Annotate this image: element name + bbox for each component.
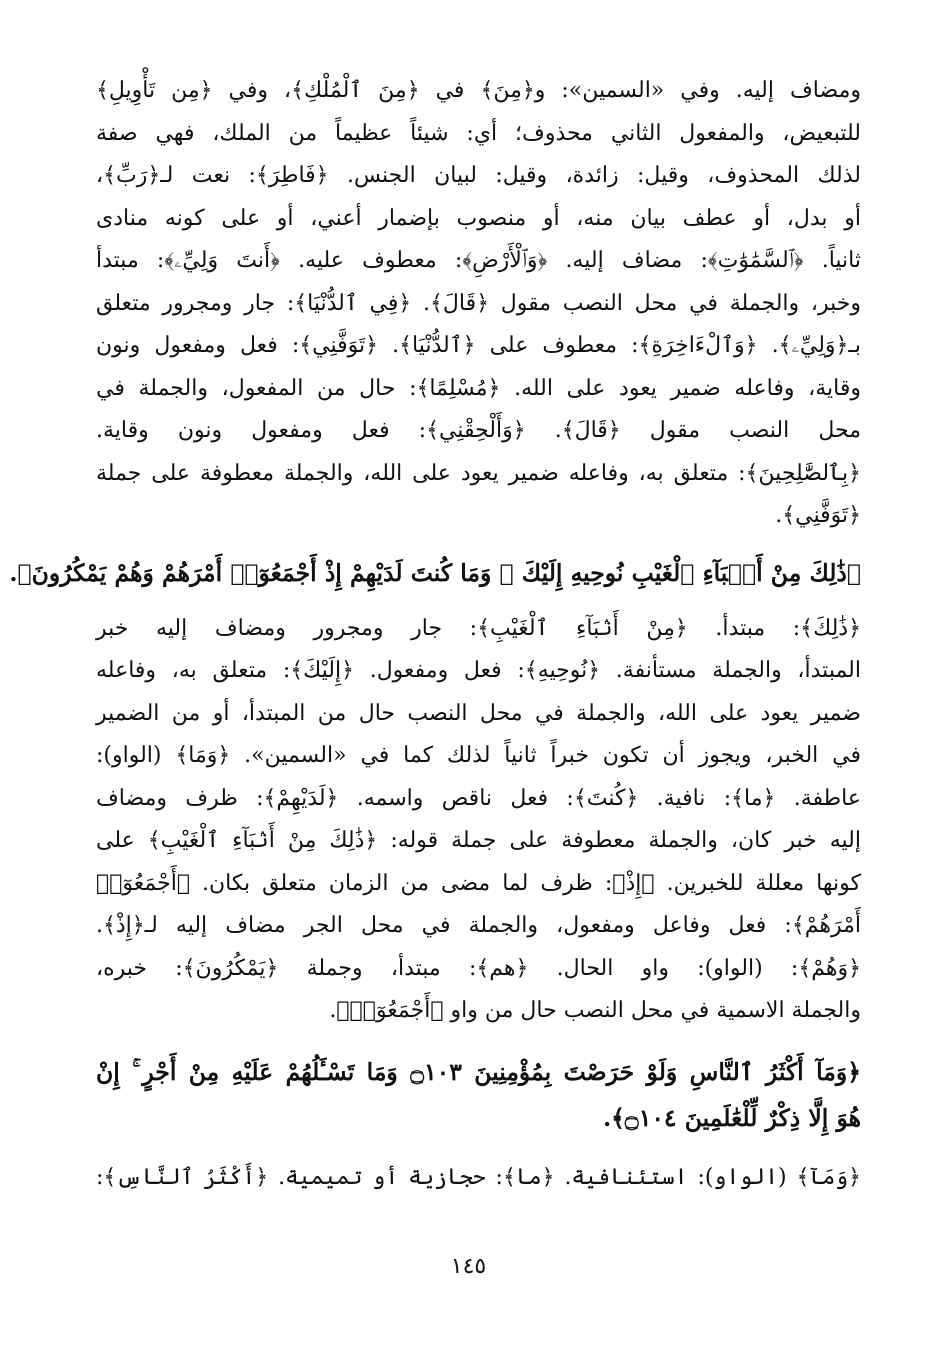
text-line: وخبر، والجملة في محل النصب مقول ﴿قَالَ﴾. ﴿فِي ٱلدُّنْيَا﴾: جار ومجرور متعلق xyxy=(96,290,861,316)
text-line: ﴿ذَٰلِكَ﴾: مبتدأ. ﴿مِنْ أَنۢبَآءِ ٱلْغَيْبِ﴾: جار ومجرور ومضاف إليه خبر xyxy=(96,615,861,641)
spacer xyxy=(96,1033,861,1049)
text-line: ومضاف إليه. وفي «السمين»: و﴿مِنَ﴾ في ﴿مِنَ ٱلْمُلْكِ﴾، وفي ﴿مِن تَأْوِيلِ﴾ xyxy=(96,78,861,103)
verse-line: ﴿وَمَآ أَكْثَرُ ٱلنَّاسِ وَلَوْ حَرَصْتَ بِمُؤْمِنِينَ ۝١٠٣ وَمَا تَسْـَٔلُهُمْ عَلَيْهِ مِنْ أَجْرٍ ۚ إِنْ xyxy=(96,1057,861,1086)
page-number: ١٤٥ xyxy=(450,1254,487,1279)
text-line: إليه خبر كان، والجملة معطوفة على جملة قوله: ﴿ذَٰلِكَ مِنْ أَنۢبَآءِ ٱلْغَيْبِ﴾ على xyxy=(96,828,861,853)
verse-line: ﴿ذَٰلِكَ مِنْ أَنۢبَآءِ ٱلْغَيْبِ نُوحِيهِ إِلَيْكَ ۖ وَمَا كُنتَ لَدَيْهِمْ إِذْ أَجْمَعُوٓا۟ أَمْرَهُمْ وَهُمْ يَمْكُرُونَ﴾. xyxy=(9,558,861,587)
text-line: وقاية، وفاعله ضمير يعود على الله. ﴿مُسْلِمًا﴾: حال من المفعول، والجملة في xyxy=(96,375,861,401)
text-line: ثانياً. ﴿ٱلسَّمَٰوَٰتِ﴾: مضاف إليه. ﴿وَٱلْأَرْضِ﴾: معطوف عليه. ﴿أَنتَ وَلِيِّۦ﴾: مبتدأ xyxy=(96,248,861,273)
commentary-paragraph-3 xyxy=(96,1157,861,1200)
text-line: ﴿وَمَآ﴾ (الواو): استئنافية. ﴿ما﴾: حجازية أو تميمية. ﴿أَكْثَرُ ٱلنَّاسِ﴾: xyxy=(96,1164,861,1190)
commentary-paragraph-1 xyxy=(96,70,861,538)
text-line: أو بدل، أو عطف بيان منه، أو منصوب بإضمار أعني، أو على كونه منادى xyxy=(96,205,861,231)
text-line: أَمْرَهُمْ﴾: فعل وفاعل ومفعول، والجملة في محل الجر مضاف إليه لـ﴿إِذْ﴾. xyxy=(96,913,861,938)
text-line: المبتدأ، والجملة مستأنفة. ﴿نُوحِيهِ﴾: فعل ومفعول. ﴿إِلَيْكَ﴾: متعلق به، وفاعله xyxy=(96,658,861,683)
quran-verses-103-104 xyxy=(96,1049,861,1141)
text-line: كونها معللة للخبرين. ﴿إِذْ﴾: ظرف لما مضى من الزمان متعلق بكان. ﴿أَجْمَعُوٓا۟ xyxy=(96,870,861,896)
text-line: ضمير يعود على الله، والجملة في محل النصب حال من المبتدأ، أو من الضمير xyxy=(96,700,861,726)
spacer xyxy=(96,1141,861,1157)
text-line: ﴿تَوَفَّنِي﴾. xyxy=(775,503,861,528)
quran-verse-102 xyxy=(9,550,861,596)
text-line: في الخبر، ويجوز أن تكون خبراً ثانياً لذلك كما في «السمين». ﴿وَمَا﴾ (الواو): xyxy=(96,743,861,768)
spacer xyxy=(96,596,861,608)
page-body xyxy=(9,70,861,1199)
spacer xyxy=(96,538,861,550)
verse-line: هُوَ إِلَّا ذِكْرٌ لِّلْعَٰلَمِينَ ۝١٠٤﴾. xyxy=(602,1103,861,1132)
text-line: محل النصب مقول ﴿قَالَ﴾. ﴿وَأَلْحِقْنِي﴾: فعل ومفعول ونون وقاية. xyxy=(96,418,861,443)
text-line: للتبعيض، والمفعول الثاني محذوف؛ أي: شيئاً عظيماً من الملك، فهي صفة xyxy=(96,120,861,146)
text-line: لذلك المحذوف، وقيل: زائدة، وقيل: لبيان الجنس. ﴿فَاطِرَ﴾: نعت لـ﴿رَبِّ﴾، xyxy=(96,163,861,188)
text-line: بـ﴿وَلِيِّۦ﴾. ﴿وَٱلْءَاخِرَةِ﴾: معطوف على ﴿ٱلدُّنْيَا﴾. ﴿تَوَفَّنِي﴾: فعل ومفعول ونون xyxy=(96,333,861,358)
commentary-paragraph-2 xyxy=(96,608,861,1033)
text-line: ﴿بِٱلصَّٰلِحِينَ﴾: متعلق به، وفاعله ضمير يعود على الله، والجملة معطوفة على جملة xyxy=(96,460,861,486)
text-line: عاطفة. ﴿ما﴾: نافية. ﴿كُنتَ﴾: فعل ناقص واسمه. ﴿لَدَيْهِمْ﴾: ظرف ومضاف xyxy=(96,785,861,811)
text-line: والجملة الاسمية في محل النصب حال من واو ﴿أَجْمَعُوٓا۟﴾. xyxy=(329,998,861,1023)
text-line: ﴿وَهُمْ﴾: (الواو): واو الحال. ﴿هم﴾: مبتدأ، وجملة ﴿يَمْكُرُونَ﴾: خبره، xyxy=(96,955,861,981)
